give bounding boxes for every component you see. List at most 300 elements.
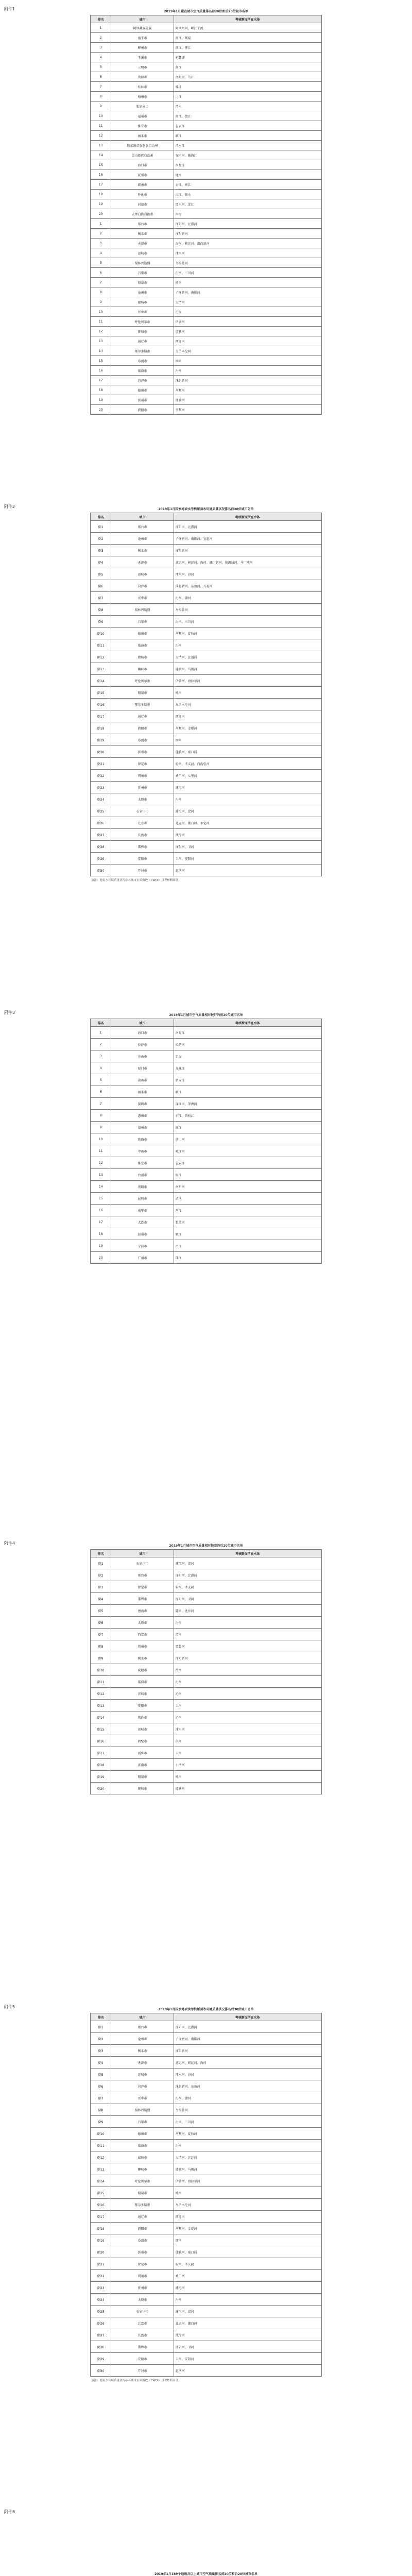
rank-cell: 倒9: [91, 2116, 111, 2128]
table-row: [91, 616, 322, 628]
table-row: [91, 746, 322, 758]
city-cell: 柳州市: [111, 43, 174, 53]
water-body-cell: 徒骇河、马颊河: [174, 663, 321, 675]
city-cell: 贵阳市: [111, 1181, 174, 1193]
rank-cell: 2: [91, 1039, 111, 1050]
water-body-cell: 大清河、北运河: [174, 2151, 321, 2163]
water-body-cell: 汾河: [174, 2140, 321, 2151]
water-body-cell: 滇池: [174, 1193, 321, 1205]
city-cell: 衡水市: [111, 1652, 174, 1664]
table-row: [91, 2317, 322, 2329]
table-row: [91, 1771, 322, 1783]
table-row: [91, 43, 322, 53]
rank-cell: 1: [91, 23, 111, 33]
rank-cell: 倒21: [91, 2258, 111, 2270]
water-body-cell: 汾河: [174, 639, 321, 651]
city-cell: 吕梁市: [111, 2116, 174, 2128]
rank-cell: 18: [91, 1228, 111, 1240]
rank-cell: 倒15: [91, 1723, 111, 1735]
rank-cell: 倒7: [91, 2092, 111, 2104]
water-body-cell: 洙赵新河: [174, 376, 321, 385]
column-header: 考核断面所在水体: [174, 513, 321, 521]
table-row: [91, 2223, 322, 2234]
water-body-cell: 子牙新河、南排河: [174, 2033, 321, 2045]
city-cell: 阿坝藏族羌族: [111, 23, 174, 33]
city-cell: 凉山彝族自治州: [111, 150, 174, 160]
rank-cell: 6: [91, 1086, 111, 1098]
city-cell: 阳泉市: [111, 1771, 174, 1783]
water-body-cell: 乌拉盖河: [174, 604, 321, 616]
water-body-cell: 闽江、敖江: [174, 111, 321, 121]
rank-cell: 6: [91, 72, 111, 82]
water-body-cell: 涑水河、汾河: [174, 568, 321, 580]
table-row: [91, 734, 322, 746]
rank-cell: 倒17: [91, 1747, 111, 1759]
water-body-cell: 涑水河: [174, 1723, 321, 1735]
water-body-cell: 汾河: [174, 307, 321, 317]
water-body-cell: 深圳河、茅洲河: [174, 1098, 321, 1110]
table-row: [91, 533, 322, 545]
water-body-cell: 汾河: [174, 1676, 321, 1688]
rank-cell: 倒22: [91, 770, 111, 782]
rank-cell: 倒17: [91, 710, 111, 722]
rank-cell: 倒23: [91, 2282, 111, 2294]
table-row: [91, 1086, 322, 1098]
water-body-cell: 细河: [174, 2234, 321, 2246]
rank-cell: 倒10: [91, 628, 111, 639]
table-row: [91, 1557, 322, 1569]
city-cell: 邢台市: [111, 521, 174, 533]
city-cell: 晋中市: [111, 592, 174, 604]
table-row: [91, 805, 322, 817]
table-row: [91, 1062, 322, 1074]
city-cell: 菏泽市: [111, 376, 174, 385]
water-body-cell: 子牙新河、南排河: [174, 287, 321, 297]
table-row: [91, 1676, 322, 1688]
city-cell: 朔州市: [111, 770, 174, 782]
rank-cell: 倒22: [91, 2270, 111, 2282]
table-row: [91, 1216, 322, 1228]
attachment-label: 附件5: [4, 2005, 15, 2009]
city-cell: 邯郸市: [111, 2341, 174, 2353]
table-row: [91, 2365, 322, 2377]
ranking-table: [90, 1019, 322, 1264]
water-body-cell: 马颊河、徒骇河: [174, 2128, 321, 2140]
city-cell: 唐山市: [111, 1605, 174, 1617]
table-row: [91, 160, 322, 170]
ranking-table-block: [90, 1543, 322, 1794]
ranking-table-block: [90, 8, 322, 415]
rank-cell: 12: [91, 1157, 111, 1169]
table-row: [91, 2329, 322, 2341]
city-cell: 邯郸市: [111, 1593, 174, 1605]
water-body-cell: 滏阳河、卫河: [174, 1593, 321, 1605]
rank-cell: 倒5: [91, 2069, 111, 2080]
water-body-cell: 涑水河: [174, 248, 321, 258]
water-body-cell: 西江、柳江: [174, 43, 321, 53]
ranking-table-block: [90, 1012, 322, 1264]
city-cell: 忻州市: [111, 2282, 174, 2294]
table-row: [91, 1193, 322, 1205]
table-row: [91, 268, 322, 278]
table-row: [91, 258, 322, 268]
water-body-cell: 闽江: [174, 1122, 321, 1133]
rank-cell: 倒19: [91, 1771, 111, 1783]
attachment-label: 附件2: [4, 504, 15, 509]
rank-cell: 倒29: [91, 2353, 111, 2365]
rank-cell: 4: [91, 53, 111, 62]
city-cell: 海口市: [111, 1027, 174, 1039]
water-body-cell: 府河、孝义河: [174, 1581, 321, 1593]
table-row: [91, 1723, 322, 1735]
water-body-cell: 滹沱河、洨河: [174, 2306, 321, 2317]
city-cell: 安阳市: [111, 1700, 174, 1711]
water-body-cell: 汾河、潇河: [174, 592, 321, 604]
water-body-cell: 洙赵新河、东鱼河、万福河: [174, 580, 321, 592]
city-cell: 玉溪市: [111, 53, 174, 62]
water-body-cell: 马颊河: [174, 405, 321, 415]
city-cell: 台州市: [111, 1169, 174, 1181]
table-row: [91, 131, 322, 141]
water-body-cell: 甬江: [174, 1240, 321, 1252]
water-body-cell: 抚河: [174, 170, 321, 180]
city-cell: 通辽市: [111, 336, 174, 346]
water-body-cell: 清水江: [174, 141, 321, 150]
water-body-cell: 滏阳新河: [174, 2045, 321, 2057]
column-header: 考核断面所在水体: [174, 2013, 321, 2021]
table-row: [91, 111, 322, 121]
rank-cell: 倒30: [91, 865, 111, 876]
city-cell: 呼伦贝尔市: [111, 2175, 174, 2187]
city-cell: 太原市: [111, 1617, 174, 1629]
rank-cell: 9: [91, 297, 111, 307]
table-title: 2019年1月国家地表水考核断面水环境质量状况排名后30位城市名单: [158, 2008, 254, 2011]
water-body-cell: 小清河: [174, 1759, 321, 1771]
rank-cell: 倒19: [91, 734, 111, 746]
city-cell: 开封市: [111, 865, 174, 876]
water-body-cell: 汾河、三川河: [174, 616, 321, 628]
city-cell: 太原市: [111, 2294, 174, 2306]
water-body-cell: 沁河: [174, 1688, 321, 1700]
rank-cell: 倒29: [91, 853, 111, 865]
rank-cell: 倒12: [91, 1688, 111, 1700]
table-row: [91, 219, 322, 229]
rank-cell: 倒28: [91, 2341, 111, 2353]
water-body-cell: 滏阳河、卫河: [174, 2341, 321, 2353]
rank-cell: 倒8: [91, 604, 111, 616]
table-row: [91, 2128, 322, 2140]
city-cell: 沧州市: [111, 287, 174, 297]
rank-cell: 3: [91, 43, 111, 53]
table-row: [91, 1711, 322, 1723]
city-cell: 石家庄市: [111, 1557, 174, 1569]
rank-cell: 倒2: [91, 533, 111, 545]
water-body-cell: 滏阳新河: [174, 229, 321, 239]
table-row: [91, 639, 322, 651]
city-cell: 锡林郭勒盟: [111, 258, 174, 268]
rank-cell: 倒12: [91, 2151, 111, 2163]
rank-cell: 18: [91, 190, 111, 199]
rank-cell: 倒24: [91, 2294, 111, 2306]
table-row: [91, 1133, 322, 1145]
city-cell: 呼伦贝尔市: [111, 317, 174, 327]
table-row: [91, 675, 322, 687]
city-cell: 晋中市: [111, 2092, 174, 2104]
rank-cell: 4: [91, 248, 111, 258]
rank-cell: 3: [91, 1050, 111, 1062]
water-body-cell: 北运河、蓟运河、海河: [174, 2057, 321, 2069]
water-body-cell: 府河、孝义河、白沟引河: [174, 758, 321, 770]
table-row: [91, 782, 322, 793]
water-body-cell: 澧水: [174, 101, 321, 111]
rank-cell: 倒9: [91, 1652, 111, 1664]
table-row: [91, 307, 322, 317]
water-body-cell: 汾河: [174, 793, 321, 805]
table-row: [91, 580, 322, 592]
table-row: [91, 2033, 322, 2045]
rank-cell: 7: [91, 1098, 111, 1110]
rank-cell: 15: [91, 1193, 111, 1205]
rank-cell: 16: [91, 366, 111, 376]
water-body-cell: 贾鲁河: [174, 1640, 321, 1652]
city-cell: 焦作市: [111, 1711, 174, 1723]
city-cell: 厦门市: [111, 1062, 174, 1074]
table-row: [91, 336, 322, 346]
water-body-cell: 惠济河: [174, 865, 321, 876]
rank-cell: 13: [91, 1169, 111, 1181]
city-cell: 北京市: [111, 817, 174, 829]
city-cell: 阜新市: [111, 2234, 174, 2246]
water-body-cell: 北运河、蓟运河、海河、潮白新河、独流减河、马厂减河: [174, 556, 321, 568]
city-cell: 菏泽市: [111, 580, 174, 592]
water-body-cell: 新安江: [174, 1074, 321, 1086]
city-cell: 河池市: [111, 199, 174, 209]
city-cell: 大连市: [111, 1216, 174, 1228]
rank-cell: 19: [91, 395, 111, 405]
water-body-cell: 马颊河、金堤河: [174, 722, 321, 734]
water-body-cell: 西辽河: [174, 2211, 321, 2223]
city-cell: 咸阳市: [111, 1664, 174, 1676]
city-cell: 濮阳市: [111, 722, 174, 734]
table-row: [91, 1735, 322, 1747]
table-row: [91, 72, 322, 82]
rank-cell: 倒11: [91, 1676, 111, 1688]
city-cell: 安阳市: [111, 853, 174, 865]
rank-cell: 倒4: [91, 1593, 111, 1605]
table-row: [91, 2021, 322, 2033]
rank-cell: 16: [91, 1205, 111, 1216]
rank-cell: 17: [91, 1216, 111, 1228]
city-cell: 濮阳市: [111, 2223, 174, 2234]
city-cell: 阳泉市: [111, 2187, 174, 2199]
city-cell: 运城市: [111, 568, 174, 580]
rank-cell: 倒6: [91, 1617, 111, 1629]
city-cell: 鄂尔多斯市: [111, 346, 174, 356]
water-body-cell: 乌拉盖河: [174, 2104, 321, 2116]
table-row: [91, 141, 322, 150]
city-cell: 安阳市: [111, 2353, 174, 2365]
rank-cell: 倒18: [91, 722, 111, 734]
rank-cell: 19: [91, 1240, 111, 1252]
water-body-cell: 细河: [174, 356, 321, 366]
water-body-cell: 桃河: [174, 278, 321, 287]
water-body-cell: 府河、孝义河: [174, 2258, 321, 2270]
water-body-cell: 前山河: [174, 1133, 321, 1145]
table-row: [91, 92, 322, 101]
rank-cell: 9: [91, 101, 111, 111]
rank-cell: 倒8: [91, 2104, 111, 2116]
table-row: [91, 2057, 322, 2069]
column-header: 城市: [111, 513, 174, 521]
rank-cell: 20: [91, 405, 111, 415]
rank-cell: 倒15: [91, 687, 111, 699]
ranking-table: [90, 15, 322, 415]
city-cell: 廊坊市: [111, 2151, 174, 2163]
city-cell: 宁波市: [111, 1240, 174, 1252]
city-cell: 黄山市: [111, 1074, 174, 1086]
ranking-table: [90, 513, 322, 876]
rank-cell: 7: [91, 82, 111, 92]
city-cell: 珠海市: [111, 1133, 174, 1145]
city-cell: 吕梁市: [111, 268, 174, 278]
rank-cell: 倒14: [91, 1711, 111, 1723]
water-body-cell: 南渡江: [174, 160, 321, 170]
table-row: [91, 568, 322, 580]
column-header: 排名: [91, 15, 111, 23]
city-cell: 鹤壁市: [111, 1735, 174, 1747]
water-body-cell: 徒骇河: [174, 1783, 321, 1794]
city-cell: 大理白族自治州: [111, 209, 174, 219]
rank-cell: 倒24: [91, 793, 111, 805]
table-row: [91, 346, 322, 356]
water-body-cell: 桃河: [174, 2187, 321, 2199]
water-body-cell: 南明河、乌江: [174, 72, 321, 82]
table-row: [91, 2140, 322, 2151]
table-row: [91, 841, 322, 853]
table-row: [91, 545, 322, 556]
water-body-cell: 浊漳河: [174, 2329, 321, 2341]
table-row: [91, 2353, 322, 2365]
rank-cell: 倒1: [91, 2021, 111, 2033]
water-body-cell: 桃河: [174, 687, 321, 699]
water-body-cell: 伊敏河、海拉尔河: [174, 2175, 321, 2187]
water-body-cell: 桃河: [174, 1771, 321, 1783]
table-note: 备注：地表水环境质量状况排名城市水质指数（CWQI）以考核断面计。: [91, 879, 181, 882]
table-row: [91, 2104, 322, 2116]
water-body-cell: 汾河、三川河: [174, 268, 321, 278]
water-body-cell: 子牙新河、南排河、宣惠河: [174, 533, 321, 545]
water-body-cell: 东江、西枝江: [174, 1110, 321, 1122]
city-cell: 桂林市: [111, 82, 174, 92]
ranking-table: [90, 1549, 322, 1794]
city-cell: 德州市: [111, 628, 174, 639]
city-cell: 南平市: [111, 33, 174, 43]
table-row: [91, 1252, 322, 1264]
water-body-cell: 沅江、舞水: [174, 190, 321, 199]
water-body-cell: 卫河、安阳河: [174, 2353, 321, 2365]
city-cell: 长治市: [111, 2329, 174, 2341]
water-body-cell: 红水河、龙江: [174, 199, 321, 209]
rank-cell: 11: [91, 121, 111, 131]
water-body-cell: 滹沱河、洨河: [174, 1557, 321, 1569]
city-cell: 邢台市: [111, 1569, 174, 1581]
table-row: [91, 699, 322, 710]
city-cell: 保定市: [111, 2258, 174, 2270]
rank-cell: 倒3: [91, 1581, 111, 1593]
table-row: [91, 865, 322, 876]
rank-cell: 倒1: [91, 521, 111, 533]
table-row: [91, 297, 322, 307]
city-cell: 忻州市: [111, 782, 174, 793]
water-body-cell: 卫河、安阳河: [174, 853, 321, 865]
water-body-cell: 乌拉盖河: [174, 258, 321, 268]
city-cell: 运城市: [111, 2069, 174, 2080]
table-row: [91, 199, 322, 209]
table-row: [91, 2211, 322, 2223]
city-cell: 阜新市: [111, 356, 174, 366]
city-cell: 惠州市: [111, 1110, 174, 1122]
water-body-cell: 珠江: [174, 1252, 321, 1264]
rank-cell: 15: [91, 160, 111, 170]
rank-cell: 倒8: [91, 1640, 111, 1652]
city-cell: 聊城市: [111, 663, 174, 675]
column-header: 考核断面所在水体: [174, 1550, 321, 1557]
water-body-cell: 渭河: [174, 1629, 321, 1640]
city-cell: 温州市: [111, 1228, 174, 1240]
rank-cell: 倒3: [91, 545, 111, 556]
water-body-cell: 滏阳新河: [174, 1652, 321, 1664]
city-cell: 中山市: [111, 1145, 174, 1157]
rank-cell: 倒26: [91, 817, 111, 829]
city-cell: 锡林郭勒盟: [111, 604, 174, 616]
water-body-cell: 瓯江: [174, 131, 321, 141]
water-body-cell: 闽江、鹰厦: [174, 33, 321, 43]
table-row: [91, 2069, 322, 2080]
table-row: [91, 53, 322, 62]
water-body-cell: 贡江、章江: [174, 180, 321, 190]
ranking-table-block: [90, 2006, 322, 2383]
water-body-cell: 瓯江: [174, 1086, 321, 1098]
table-row: [91, 33, 322, 43]
paired-ranking-block: [124, 2571, 288, 2576]
table-row: [91, 2341, 322, 2353]
rank-cell: 10: [91, 1133, 111, 1145]
water-body-cell: 洙赵新河、东鱼河: [174, 2080, 321, 2092]
city-cell: 衡水市: [111, 2045, 174, 2057]
water-body-cell: 渭河: [174, 1664, 321, 1676]
water-body-cell: 碧流河: [174, 1216, 321, 1228]
table-row: [91, 1581, 322, 1593]
water-body-cell: 惠济河: [174, 2365, 321, 2377]
city-cell: 通辽市: [111, 710, 174, 722]
column-header: 排名: [91, 1019, 111, 1027]
table-row: [91, 1688, 322, 1700]
table-title: 2019年1月城市空气质量相对较好的前20位城市名单: [169, 1013, 243, 1017]
rank-cell: 倒13: [91, 2163, 111, 2175]
table-row: [91, 82, 322, 92]
water-body-cell: 青衣江: [174, 1157, 321, 1169]
table-row: [91, 1617, 322, 1629]
column-header: 城市: [111, 2013, 174, 2021]
city-cell: 长治市: [111, 829, 174, 841]
rank-cell: 5: [91, 258, 111, 268]
city-cell: 邢台市: [111, 2021, 174, 2033]
rank-cell: 倒14: [91, 2175, 111, 2187]
city-cell: 衡水市: [111, 545, 174, 556]
table-row: [91, 770, 322, 782]
city-cell: 昆明市: [111, 1193, 174, 1205]
water-body-cell: 乌兰木伦河: [174, 346, 321, 356]
